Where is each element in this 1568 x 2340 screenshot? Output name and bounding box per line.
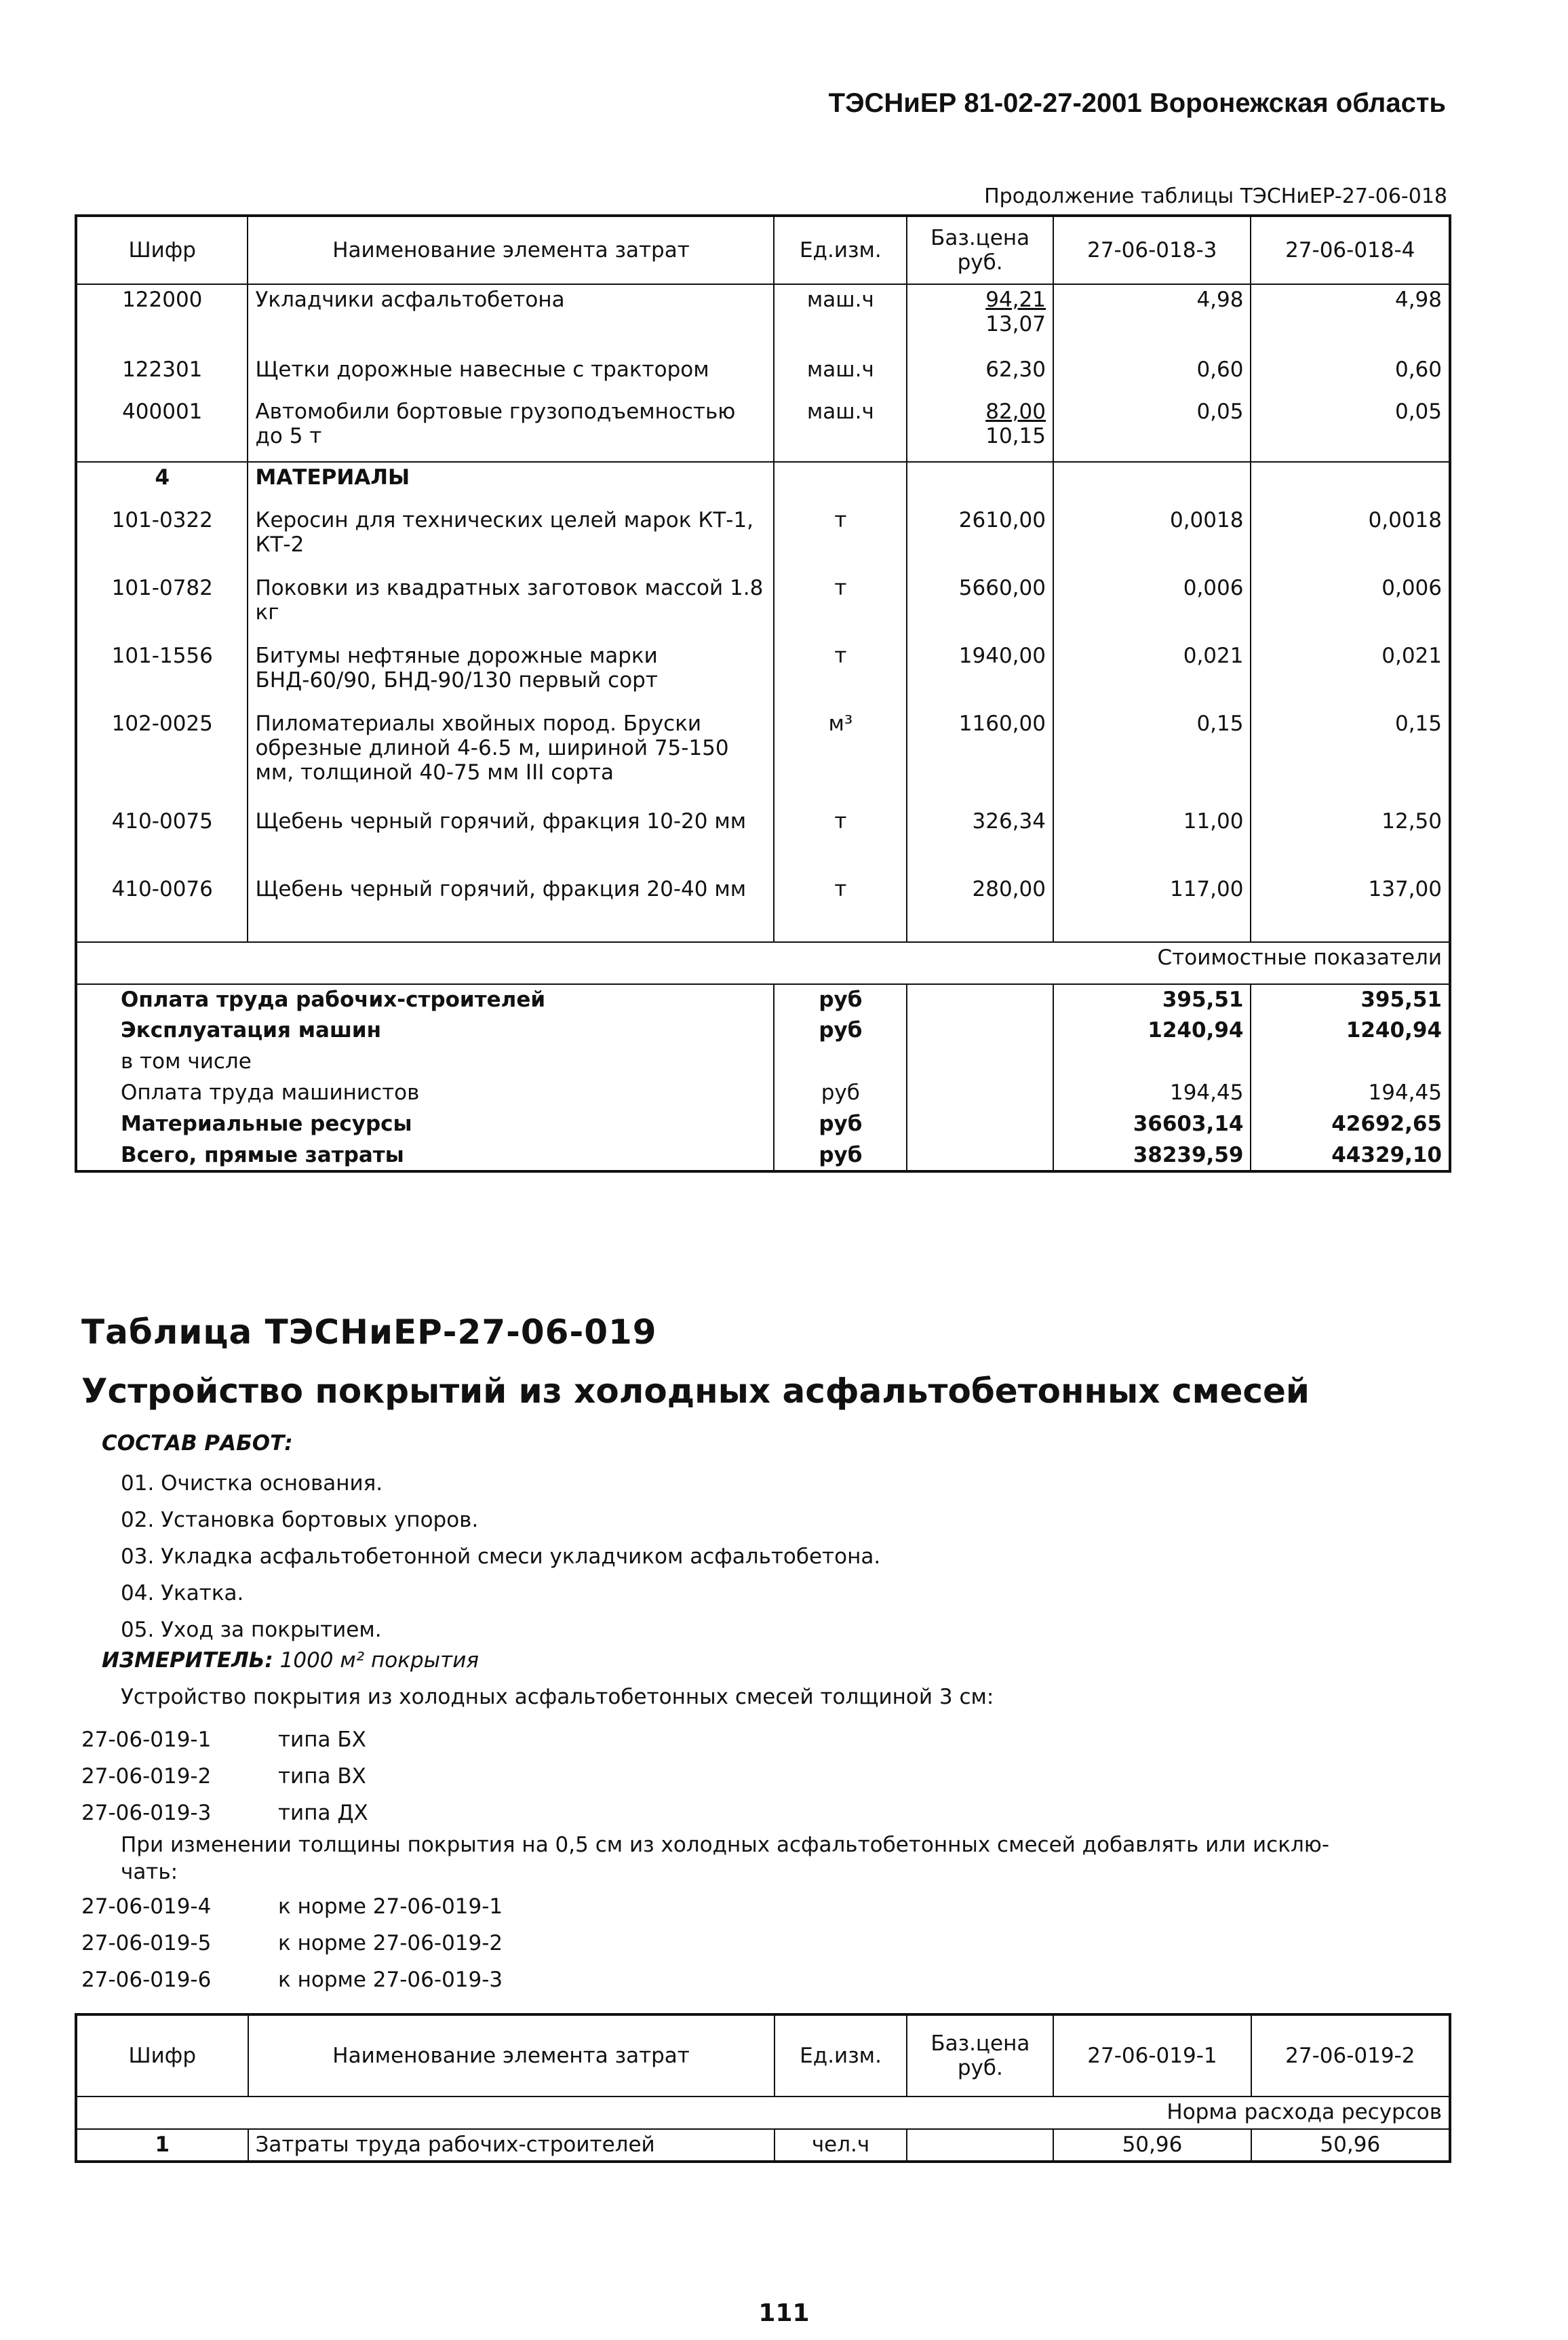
meter-line bbox=[102, 1648, 479, 1673]
cell-value: 0,0018 bbox=[1251, 505, 1450, 573]
cell-unit: т bbox=[774, 641, 907, 709]
cost-unit: руб bbox=[774, 1015, 907, 1047]
cell-unit: маш.ч bbox=[774, 284, 907, 355]
norm-list-2 bbox=[81, 1888, 503, 1998]
work-item: 01. Очистка основания. bbox=[121, 1471, 383, 1496]
table-header-row bbox=[76, 216, 1450, 284]
col-header: 27-06-019-2 bbox=[1251, 2014, 1450, 2097]
cost-label: Материальные ресурсы bbox=[121, 1112, 412, 1136]
col-header: 27-06-018-4 bbox=[1251, 216, 1450, 284]
cell-unit: маш.ч bbox=[774, 397, 907, 462]
cost-value: 395,51 bbox=[1251, 984, 1450, 1015]
col-header: Баз.цена руб. bbox=[907, 2014, 1053, 2097]
norm-text: типа ВХ bbox=[278, 1764, 366, 1789]
norm-text: к норме 27-06-019-2 bbox=[278, 1931, 503, 1955]
cell-value: 50,96 bbox=[1053, 2129, 1251, 2162]
list-item bbox=[81, 1925, 503, 1962]
col-header: Ед.изм. bbox=[774, 216, 907, 284]
cell-price: 5660,00 bbox=[907, 573, 1053, 641]
cell-value: 0,021 bbox=[1053, 641, 1251, 709]
col-header: Ед.изм. bbox=[775, 2014, 907, 2097]
cell-code: 101-0322 bbox=[76, 505, 248, 573]
cost-value: 44329,10 bbox=[1251, 1140, 1450, 1171]
cost-row bbox=[76, 984, 1450, 1015]
cost-row bbox=[76, 1109, 1450, 1140]
price-bottom: 10,15 bbox=[985, 424, 1046, 448]
cost-value: 42692,65 bbox=[1251, 1109, 1450, 1140]
cost-label: Оплата труда рабочих-строителей bbox=[121, 988, 546, 1012]
cell-value: 4,98 bbox=[1053, 284, 1251, 355]
band-row bbox=[76, 2097, 1450, 2129]
cell-unit: чел.ч bbox=[775, 2129, 907, 2162]
intro-text: Устройство покрытия из холодных асфальтобетонных смесей толщиной 3 см: bbox=[121, 1685, 994, 1709]
band-label: Норма расхода ресурсов bbox=[76, 2097, 1450, 2129]
cost-value: 1240,94 bbox=[1053, 1015, 1251, 1047]
cell-code: 410-0076 bbox=[76, 874, 248, 942]
cell-name: Щебень черный горячий, фракция 10-20 мм bbox=[248, 806, 774, 874]
norm-code: 27-06-019-3 bbox=[81, 1801, 212, 1825]
cost-label: Всего, прямые затраты bbox=[121, 1143, 404, 1167]
cost-value: 36603,14 bbox=[1053, 1109, 1251, 1140]
col-header: Шифр bbox=[76, 2014, 248, 2097]
cost-value: 38239,59 bbox=[1053, 1140, 1251, 1171]
cell-value: 0,0018 bbox=[1053, 505, 1251, 573]
cell-unit: т bbox=[774, 874, 907, 942]
list-item bbox=[81, 1795, 368, 1831]
cost-unit: руб bbox=[774, 984, 907, 1015]
works-list bbox=[121, 1465, 880, 1648]
cost-value: 194,45 bbox=[1251, 1078, 1450, 1109]
table-row bbox=[76, 641, 1450, 709]
cell-code: 1 bbox=[76, 2129, 248, 2162]
cell-unit: т bbox=[774, 806, 907, 874]
section-subtitle: Устройство покрытий из холодных асфальтобетонных смесей bbox=[81, 1371, 1310, 1411]
cost-row bbox=[76, 1015, 1450, 1047]
cell-value: 117,00 bbox=[1053, 874, 1251, 942]
list-item bbox=[81, 1888, 503, 1925]
col-header: Шифр bbox=[76, 216, 248, 284]
cost-band-row bbox=[76, 942, 1450, 984]
list-item bbox=[81, 1962, 503, 1998]
norm-text: типа БХ bbox=[278, 1728, 366, 1752]
cell-name: Пиломатериалы хвойных пород. Бруски обрезные длиной 4-6.5 м, шириной 75-150 мм, толщиной 40-75 мм III сорта bbox=[248, 709, 774, 806]
work-item: 02. Установка бортовых упоров. bbox=[121, 1508, 479, 1532]
meter-value: 1000 м² покрытия bbox=[279, 1648, 479, 1673]
cost-row bbox=[76, 1078, 1450, 1109]
cell-value: 4,98 bbox=[1251, 284, 1450, 355]
work-item: 05. Уход за покрытием. bbox=[121, 1618, 382, 1642]
cell-name: Щебень черный горячий, фракция 20-40 мм bbox=[248, 874, 774, 942]
cell-value: 11,00 bbox=[1053, 806, 1251, 874]
cell-unit: маш.ч bbox=[774, 355, 907, 397]
cell-value: 0,05 bbox=[1053, 397, 1251, 462]
col-header: Баз.цена руб. bbox=[907, 216, 1053, 284]
norm-text: к норме 27-06-019-3 bbox=[278, 1968, 503, 1992]
cell-value: 0,05 bbox=[1251, 397, 1450, 462]
cost-unit: руб bbox=[774, 1140, 907, 1171]
list-item bbox=[81, 1721, 368, 1758]
cell-price: 1940,00 bbox=[907, 641, 1053, 709]
norm-code: 27-06-019-2 bbox=[81, 1764, 212, 1789]
cost-label: Эксплуатация машин bbox=[121, 1018, 382, 1042]
table-row bbox=[76, 874, 1450, 942]
works-label: СОСТАВ РАБОТ: bbox=[102, 1431, 293, 1456]
section-title: МАТЕРИАЛЫ bbox=[248, 462, 774, 505]
cell-name: Затраты труда рабочих-строителей bbox=[248, 2129, 775, 2162]
cell-unit: т bbox=[774, 573, 907, 641]
cell-name: Автомобили бортовые грузоподъемностью до 5 т bbox=[248, 397, 774, 462]
col-header: 27-06-019-1 bbox=[1053, 2014, 1251, 2097]
cell-name: Поковки из квадратных заготовок массой 1.8 кг bbox=[248, 573, 774, 641]
table-row bbox=[76, 397, 1450, 462]
cost-label: в том числе bbox=[121, 1049, 252, 1074]
cell-value: 12,50 bbox=[1251, 806, 1450, 874]
col-header: Наименование элемента затрат bbox=[248, 2014, 775, 2097]
table-row bbox=[76, 2129, 1450, 2162]
cell-price bbox=[907, 397, 1053, 462]
cell-code: 102-0025 bbox=[76, 709, 248, 806]
work-item: 04. Укатка. bbox=[121, 1581, 244, 1605]
cell-code: 101-0782 bbox=[76, 573, 248, 641]
section-number: 4 bbox=[76, 462, 248, 505]
cell-value: 0,15 bbox=[1053, 709, 1251, 806]
meter-label: ИЗМЕРИТЕЛЬ: bbox=[102, 1648, 273, 1673]
cell-name: Битумы нефтяные дорожные марки БНД-60/90, БНД-90/130 первый сорт bbox=[248, 641, 774, 709]
cell-price bbox=[907, 284, 1053, 355]
cell-value: 0,15 bbox=[1251, 709, 1450, 806]
price-bottom: 13,07 bbox=[985, 312, 1046, 336]
cell-name: Керосин для технических целей марок КТ-1, КТ-2 bbox=[248, 505, 774, 573]
change-text bbox=[121, 1831, 1329, 1886]
cell-value: 0,60 bbox=[1053, 355, 1251, 397]
norm-list-1 bbox=[81, 1721, 368, 1831]
cost-row bbox=[76, 1047, 1450, 1078]
cell-code: 400001 bbox=[76, 397, 248, 462]
cost-unit: руб bbox=[774, 1078, 907, 1109]
cell-code: 410-0075 bbox=[76, 806, 248, 874]
table-row bbox=[76, 505, 1450, 573]
change-text-line: При изменении толщины покрытия на 0,5 см из холодных асфальтобетонных смесей добавлять или исклю- bbox=[121, 1833, 1330, 1857]
cell-price: 326,34 bbox=[907, 806, 1053, 874]
col-header: 27-06-018-3 bbox=[1053, 216, 1251, 284]
table-row bbox=[76, 573, 1450, 641]
list-item bbox=[81, 1758, 368, 1795]
cell-price: 1160,00 bbox=[907, 709, 1053, 806]
cell-value: 0,021 bbox=[1251, 641, 1450, 709]
cell-name: Укладчики асфальтобетона bbox=[248, 284, 774, 355]
cell-name: Щетки дорожные навесные с трактором bbox=[248, 355, 774, 397]
table-row bbox=[76, 709, 1450, 806]
cell-value: 0,006 bbox=[1251, 573, 1450, 641]
norm-code: 27-06-019-1 bbox=[81, 1728, 212, 1752]
price-top: 82,00 bbox=[985, 399, 1046, 424]
col-header: Наименование элемента затрат bbox=[248, 216, 774, 284]
cost-value: 1240,94 bbox=[1251, 1015, 1450, 1047]
cell-unit: м³ bbox=[774, 709, 907, 806]
running-header: ТЭСНиЕР 81-02-27-2001 Воронежская область bbox=[828, 88, 1446, 118]
norm-code: 27-06-019-4 bbox=[81, 1894, 212, 1919]
cost-label: Оплата труда машинистов bbox=[121, 1080, 420, 1105]
cell-value: 0,60 bbox=[1251, 355, 1450, 397]
cell-value: 0,006 bbox=[1053, 573, 1251, 641]
cell-code: 101-1556 bbox=[76, 641, 248, 709]
table-continuation-note: Продолжение таблицы ТЭСНиЕР-27-06-018 bbox=[984, 184, 1447, 208]
cost-unit: руб bbox=[774, 1109, 907, 1140]
norm-text: к норме 27-06-019-1 bbox=[278, 1894, 503, 1919]
work-item: 03. Укладка асфальтобетонной смеси укладчиком асфальтобетона. bbox=[121, 1544, 881, 1569]
cost-value: 395,51 bbox=[1053, 984, 1251, 1015]
table-row bbox=[76, 806, 1450, 874]
cell-value: 137,00 bbox=[1251, 874, 1450, 942]
norm-code: 27-06-019-6 bbox=[81, 1968, 212, 1992]
cost-band-label: Стоимостные показатели bbox=[76, 942, 1450, 984]
norm-text: типа ДХ bbox=[278, 1801, 368, 1825]
table-header-row bbox=[76, 2014, 1450, 2097]
resource-table-018 bbox=[75, 214, 1451, 1173]
page-number: 111 bbox=[758, 2299, 810, 2327]
price-top: 94,21 bbox=[985, 288, 1046, 312]
section-title: Таблица ТЭСНиЕР-27-06-019 bbox=[81, 1312, 657, 1352]
cell-price bbox=[907, 2129, 1053, 2162]
cell-unit: т bbox=[774, 505, 907, 573]
cell-price: 2610,00 bbox=[907, 505, 1053, 573]
section-row bbox=[76, 462, 1450, 505]
change-text-line: чать: bbox=[121, 1860, 178, 1884]
cell-value: 50,96 bbox=[1251, 2129, 1450, 2162]
table-row bbox=[76, 284, 1450, 355]
cost-value: 194,45 bbox=[1053, 1078, 1251, 1109]
table-row bbox=[76, 355, 1450, 397]
resource-table-019 bbox=[75, 2013, 1451, 2163]
cell-code: 122301 bbox=[76, 355, 248, 397]
cell-price: 280,00 bbox=[907, 874, 1053, 942]
cell-code: 122000 bbox=[76, 284, 248, 355]
cell-price: 62,30 bbox=[907, 355, 1053, 397]
cost-row bbox=[76, 1140, 1450, 1171]
norm-code: 27-06-019-5 bbox=[81, 1931, 212, 1955]
